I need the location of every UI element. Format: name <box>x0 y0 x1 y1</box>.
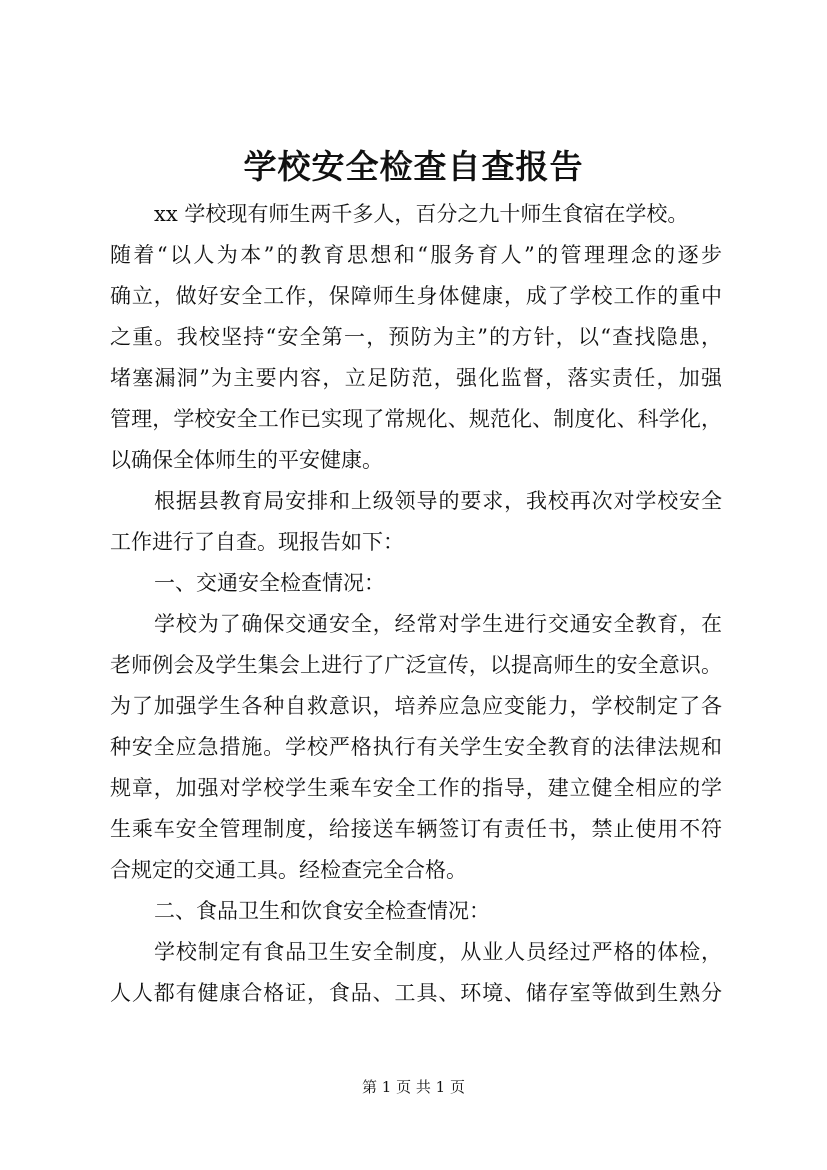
page-number: 第 1 页 共 1 页 <box>362 1078 465 1096</box>
document-body <box>110 194 722 1014</box>
body-line: 学校制定有食品卫生安全制度，从业人员经过严格的体检， <box>154 940 722 964</box>
body-line: 老师例会及学生集会上进行了广泛宣传，以提高师生的安全意识。 <box>110 653 722 677</box>
body-line: 生乘车安全管理制度，给接送车辆签订有责任书，禁止使用不符 <box>110 817 722 841</box>
body-line: 管理，学校安全工作已实现了常规化、规范化、制度化、科学化， <box>110 407 722 431</box>
body-line: xx 学校现有师生两千多人，百分之九十师生食宿在学校。 <box>154 202 689 226</box>
body-line: 以确保全体师生的平安健康。 <box>110 448 383 472</box>
document-title: 学校安全检查自查报告 <box>243 147 584 186</box>
body-line: 随着“以人为本”的教育思想和“服务育人”的管理理念的逐步 <box>110 243 722 267</box>
body-line: 学校为了确保交通安全，经常对学生进行交通安全教育，在 <box>154 612 722 636</box>
body-line: 确立，做好安全工作，保障师生身体健康，成了学校工作的重中 <box>110 284 722 308</box>
section-heading: 二、食品卫生和饮食安全检查情况： <box>154 899 490 923</box>
body-line: 之重。我校坚持“安全第一，预防为主”的方针，以“查找隐患， <box>110 325 722 349</box>
body-line: 工作进行了自查。现报告如下： <box>110 530 404 554</box>
body-line: 规章，加强对学校学生乘车安全工作的指导，建立健全相应的学 <box>110 776 722 800</box>
body-line: 种安全应急措施。学校严格执行有关学生安全教育的法律法规和 <box>110 735 722 759</box>
body-line: 根据县教育局安排和上级领导的要求，我校再次对学校安全 <box>154 489 722 513</box>
section-heading: 一、交通安全检查情况： <box>154 571 385 595</box>
body-line: 合规定的交通工具。经检查完全合格。 <box>110 858 467 882</box>
body-line: 为了加强学生各种自救意识，培养应急应变能力，学校制定了各 <box>110 694 722 718</box>
body-line: 堵塞漏洞”为主要内容，立足防范，强化监督，落实责任，加强 <box>110 366 722 390</box>
body-line: 人人都有健康合格证，食品、工具、环境、储存室等做到生熟分 <box>110 981 722 1005</box>
